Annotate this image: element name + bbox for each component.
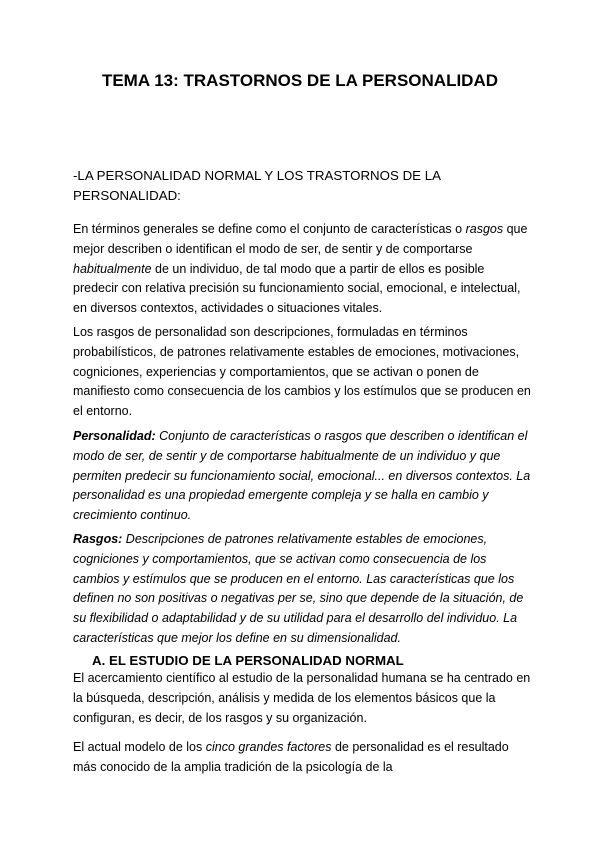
paragraph-scientific-approach: El acercamiento científico al estudio de la personalidad humana se ha centrado en la búsqueda, descripción, análisis y medida de los elementos básicos que la configuran, es decir, de los rasgos y su organización. — [73, 671, 531, 725]
paragraph-definition — [73, 220, 533, 319]
text-run: El actual modelo de los — [73, 740, 206, 754]
text-run-italic: rasgos — [465, 222, 504, 236]
text-run-italic: cinco grandes factores — [205, 740, 332, 754]
paragraph-personalidad-definition — [73, 427, 533, 526]
text-run-italic: habitualmente — [73, 261, 152, 276]
text-run: de un individuo, de tal modo que a partir de ellos es posible predecir con relativa precisión su funcionamiento social, emocional, e intelectual, en diversos contextos, actividades o situaciones vitales. — [73, 261, 521, 316]
term-definition: Descripciones de patrones relativamente estables de emociones, cogniciones y comportamientos, que se activan como consecuencia de los cambios y estímulos que se producen en el entorno. Las características que los definen no son positivas o negativas per se, sino que depende de la situación, de su flexibilidad o adaptabilidad y de su utilidad para el desarrollo del individuo. La características que mejor los define en su dimensionalidad. — [73, 532, 524, 645]
term-label: Rasgos: — [73, 532, 123, 546]
text-run: de personalidad es el resultado más conocido de la amplia tradición de la psicología de la — [73, 740, 509, 774]
section-heading-line: -LA PERSONALIDAD NORMAL Y LOS TRASTORNOS DE LA — [73, 168, 441, 183]
subsection-heading: A. EL ESTUDIO DE LA PERSONALIDAD NORMAL — [92, 653, 404, 668]
paragraph-rasgos: Los rasgos de personalidad son descripciones, formuladas en términos probabilísticos, de patrones relativamente estables de emociones, motivaciones, cogniciones, experiencias y comportamientos, que se activan o ponen de manifiesto como consecuencia de los cambios y los estímulos que se producen en el entorno. — [73, 325, 531, 419]
section-heading — [73, 166, 533, 205]
text-run: que mejor describen o identifican el modo de ser, de sentir y de comportarse — [73, 222, 528, 256]
section-heading-line: PERSONALIDAD: — [73, 187, 181, 203]
paragraph-rasgos-definition — [73, 530, 533, 649]
page-title: TEMA 13: TRASTORNOS DE LA PERSONALIDAD — [101, 71, 499, 90]
text-run: En términos generales se define como el conjunto de características o — [73, 222, 466, 236]
paragraph-big-five — [73, 738, 533, 778]
term-definition: Conjunto de características o rasgos que describen o identifican el modo de ser, de sentir y de comportarse habitualmente de un individuo y que permiten predecir su funcionamiento social, emocional... en diversos contextos. La personalidad es una propiedad emergente compleja y se halla en cambio y crecimiento continuo. — [73, 429, 531, 523]
term-label: Personalidad: — [73, 429, 156, 443]
